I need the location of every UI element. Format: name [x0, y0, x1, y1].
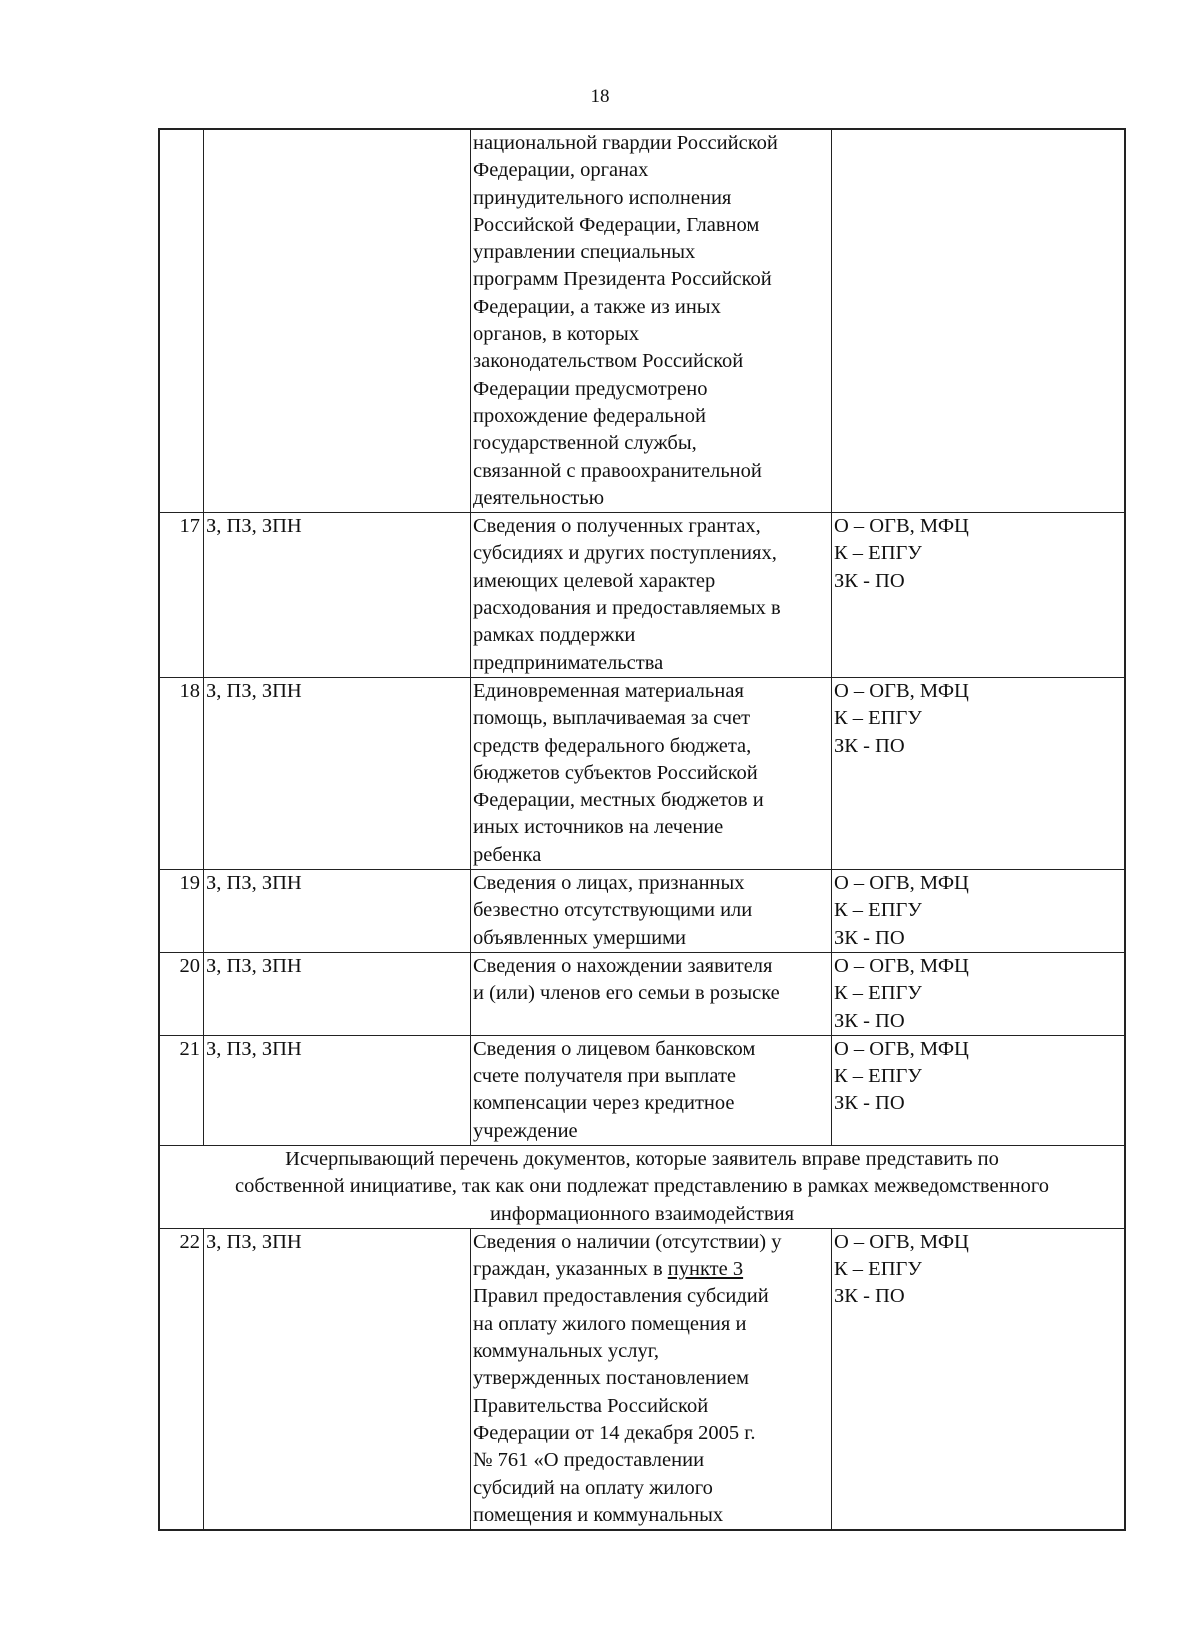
applicant-category: З, ПЗ, ЗПН — [204, 513, 471, 677]
applicant-category — [204, 130, 471, 512]
row-number — [160, 130, 204, 512]
document-line: Сведения о полученных грантах, — [473, 515, 761, 538]
document-line: Федерации, а также из иных — [473, 295, 721, 318]
document-line: предпринимательства — [473, 651, 664, 674]
source-line: К – ЕПГУ — [834, 1258, 922, 1281]
source-line: К – ЕПГУ — [834, 542, 922, 565]
row-number: 21 — [160, 1036, 204, 1145]
document-line: на оплату жилого помещения и — [473, 1312, 747, 1335]
source-info — [832, 1229, 1124, 1529]
document-description — [471, 1036, 832, 1145]
document-line: имеющих целевой характер — [473, 569, 716, 592]
section-heading-line: собственной инициативе, так как они подлежат представлению в рамках межведомственного — [235, 1175, 1049, 1198]
document-line: бюджетов субъектов Российской — [473, 761, 758, 784]
document-line: ребенка — [473, 843, 542, 866]
document-line: Федерации от 14 декабря 2005 г. — [473, 1421, 756, 1444]
section-heading — [160, 1145, 1124, 1228]
applicant-category: З, ПЗ, ЗПН — [204, 870, 471, 952]
document-line: прохождение федеральной — [473, 404, 706, 427]
source-line: ЗК - ПО — [834, 1285, 905, 1308]
source-info — [832, 870, 1124, 952]
source-line: ЗК - ПО — [834, 1009, 905, 1032]
source-info — [832, 953, 1124, 1035]
document-line: № 761 «О предоставлении — [473, 1449, 705, 1472]
document-line: Сведения о нахождении заявителя — [473, 954, 773, 977]
document-line: субсидий на оплату жилого — [473, 1476, 713, 1499]
document-description — [471, 870, 832, 952]
document-description — [471, 130, 832, 512]
document-line: Единовременная материальная — [473, 679, 744, 702]
table-body — [160, 130, 1124, 1145]
source-line: К – ЕПГУ — [834, 707, 922, 730]
document-line-prefix: граждан, указанных в — [473, 1258, 668, 1281]
document-line: помощь, выплачиваемая за счет — [473, 707, 751, 730]
row-number: 22 — [160, 1229, 204, 1529]
document-description — [471, 953, 832, 1035]
document-line: Сведения о лицах, признанных — [473, 872, 745, 895]
section-heading-line: Исчерпывающий перечень документов, которые заявитель вправе представить по — [285, 1147, 999, 1170]
clause-link[interactable]: пункте 3 — [667, 1258, 744, 1281]
source-line: К – ЕПГУ — [834, 899, 922, 922]
source-line: ЗК - ПО — [834, 1092, 905, 1115]
source-info — [832, 513, 1124, 677]
source-info — [832, 1036, 1124, 1145]
document-line: и (или) членов его семьи в розыске — [473, 982, 780, 1005]
source-info — [832, 130, 1124, 512]
document-line: учреждение — [473, 1119, 578, 1142]
document-line: программ Президента Российской — [473, 268, 772, 291]
source-line: О – ОГВ, МФЦ — [834, 954, 969, 977]
document-line: помещения и коммунальных — [473, 1503, 724, 1526]
source-line: ЗК - ПО — [834, 734, 905, 757]
document-line: государственной службы, — [473, 432, 697, 455]
row-number: 18 — [160, 678, 204, 869]
source-info — [832, 678, 1124, 869]
table-row — [160, 1035, 1124, 1145]
table-row — [160, 512, 1124, 677]
document-line: средств федерального бюджета, — [473, 734, 752, 757]
applicant-category: З, ПЗ, ЗПН — [204, 678, 471, 869]
source-line: ЗК - ПО — [834, 569, 905, 592]
document-description — [471, 513, 832, 677]
document-line: рамках поддержки — [473, 624, 636, 647]
applicant-category: З, ПЗ, ЗПН — [204, 953, 471, 1035]
source-line: О – ОГВ, МФЦ — [834, 1230, 969, 1253]
documents-table — [158, 128, 1126, 1531]
document-line: счете получателя при выплате — [473, 1065, 737, 1088]
applicant-category: З, ПЗ, ЗПН — [204, 1036, 471, 1145]
document-line: Российской Федерации, Главном — [473, 213, 760, 236]
document-line: безвестно отсутствующими или — [473, 899, 753, 922]
table-row-22 — [160, 1228, 1124, 1529]
table-row — [160, 952, 1124, 1035]
document-line: Федерации, органах — [473, 159, 649, 182]
document-description — [471, 1229, 832, 1529]
applicant-category: З, ПЗ, ЗПН — [204, 1229, 471, 1529]
document-line: утвержденных постановлением — [473, 1367, 750, 1390]
document-line: коммунальных услуг, — [473, 1340, 659, 1363]
document-line: законодательством Российской — [473, 350, 744, 373]
document-line: связанной с правоохранительной — [473, 459, 762, 482]
source-line: ЗК - ПО — [834, 926, 905, 949]
source-line: К – ЕПГУ — [834, 1065, 922, 1088]
document-line: Федерации предусмотрено — [473, 377, 708, 400]
document-line: органов, в которых — [473, 323, 640, 346]
document-line: Сведения о наличии (отсутствии) у — [473, 1230, 782, 1253]
document-line: расходования и предоставляемых в — [473, 597, 781, 620]
document-line: компенсации через кредитное — [473, 1092, 735, 1115]
document-line: Правительства Российской — [473, 1394, 709, 1417]
row-number: 20 — [160, 953, 204, 1035]
source-line: О – ОГВ, МФЦ — [834, 1037, 969, 1060]
document-line: принудительного исполнения — [473, 186, 732, 209]
document-description — [471, 678, 832, 869]
source-line: О – ОГВ, МФЦ — [834, 872, 969, 895]
document-line: Правил предоставления субсидий — [473, 1285, 769, 1308]
page-number: 18 — [590, 86, 610, 107]
document-line: субсидиях и других поступлениях, — [473, 542, 777, 565]
source-line: К – ЕПГУ — [834, 982, 922, 1005]
document-line: иных источников на лечение — [473, 816, 724, 839]
document-line: управлении специальных — [473, 241, 696, 264]
document-line: объявленных умершими — [473, 926, 687, 949]
table-row — [160, 130, 1124, 512]
table-row — [160, 677, 1124, 869]
source-line: О – ОГВ, МФЦ — [834, 679, 969, 702]
document-line: Федерации, местных бюджетов и — [473, 789, 764, 812]
document-line: Сведения о лицевом банковском — [473, 1037, 756, 1060]
section-heading-line: информационного взаимодействия — [489, 1202, 795, 1225]
row-number: 19 — [160, 870, 204, 952]
table-row — [160, 869, 1124, 952]
document-line: национальной гвардии Российской — [473, 132, 778, 154]
row-number: 17 — [160, 513, 204, 677]
document-line: деятельностью — [473, 486, 605, 509]
source-line: О – ОГВ, МФЦ — [834, 515, 969, 538]
document-line — [473, 1256, 829, 1283]
